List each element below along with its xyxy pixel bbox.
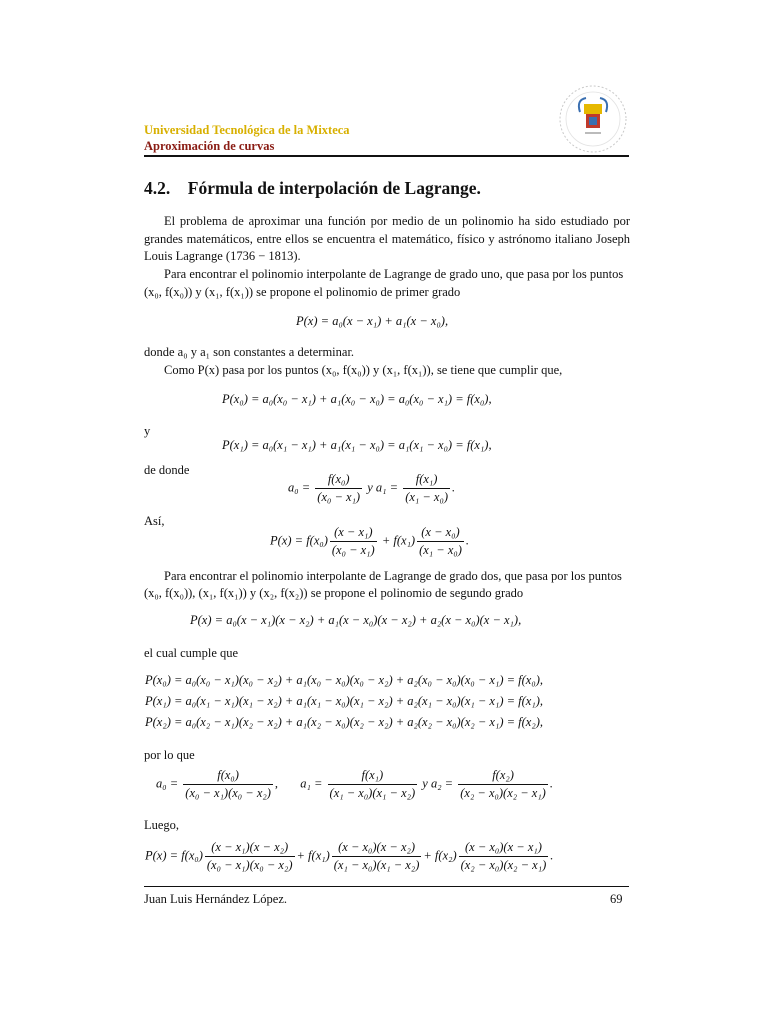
equation-system-row-1: P(x₁) = a₀(x₁ − x₁)(x₁ − x₂) + a₁(x₁ − x₀)(x₁ − x₂) + a₂(x₁ − x₀)(x₁ − x₁) = f(x₁), (145, 694, 543, 708)
paragraph-cumple: el cual cumple que (144, 646, 239, 660)
word-luego: Luego, (144, 818, 180, 832)
chapter-subject: Aproximación de curvas (144, 139, 275, 153)
fraction: $\frac{\text{f(x₂)}}{\text{(x₂ − x₀)(x₂ − x₁)}}$ (460, 768, 546, 800)
running-header (144, 122, 628, 154)
eq-a1-label: y a₁ = (367, 480, 399, 495)
word-por-lo-que: por lo que (144, 748, 195, 762)
paragraph-degree-two-a: Para encontrar el polinomio interpolante de Lagrange de grado dos, que pasa por los puntos (164, 569, 622, 583)
paragraph-degree-one-b: (x₀, f(x₀)) y (x₁, f(x₁)) se propone el polinomio de primer grado (144, 285, 461, 299)
footer-author: Juan Luis Hernández López. (144, 892, 287, 906)
footer-rule (144, 886, 629, 887)
fraction: $\frac{\text{(x − x₀)}}{\text{(x₁ − x₀)}}$ (419, 525, 462, 557)
fraction: $\frac{\text{(x − x₀)(x − x₂)}}{\text{(x₁ − x₀)(x₁ − x₂)}}$ (333, 840, 420, 872)
word-de-donde: de donde (144, 463, 190, 477)
equation-system-row-0: P(x₀) = a₀(x₀ − x₁)(x₀ − x₂) + a₁(x₀ − x₀)(x₀ − x₂) + a₂(x₀ − x₀)(x₀ − x₁) = f(x₀), (145, 673, 543, 687)
fraction: $\frac{\text{(x − x₁)}}{\text{(x₀ − x₁)}}$ (331, 525, 375, 557)
equation-lagrange-quadratic: P(x) = f(x₀) $\frac{\text{(x − x₁)(x − x₂)}}{\text{(x₀ − x₁)(x₀ − x₂)}}$ + f(x₁) $\frac{\text{(x − x₀)(x − x₂)}}{\text{(x₁ − x₀)(x₁ − x₂)}}$ + f(x₂) $\frac{\text{(x − x₀)(x − x₁)}}{\text{(x₂ − x₀)(x₂ − x₁)}}$ . (145, 840, 554, 872)
fraction: $\frac{\text{f(x₁)}}{\text{(x₁ − x₀)}}$ (405, 472, 448, 504)
paragraph-degree-one-a: Para encontrar el polinomio interpolante de Lagrange de grado uno, que pasa por los puntos (164, 267, 624, 281)
paragraph-passes-points: Como P(x) pasa por los puntos (x₀, f(x₀)) y (x₁, f(x₁)), se tiene que cumplir que, (164, 363, 563, 377)
equation-p-x1: P(x₁) = a₀(x₁ − x₁) + a₁(x₁ − x₀) = a₁(x₁ − x₀) = f(x₁), (222, 438, 492, 452)
page-number: 69 (610, 892, 623, 906)
header-rule (144, 155, 629, 157)
fraction: $\frac{\text{(x − x₁)(x − x₂)}}{\text{(x₀ − x₁)(x₀ − x₂)}}$ (206, 840, 293, 872)
word-asi: Así, (144, 514, 165, 528)
word-y: y (144, 424, 151, 438)
fraction: $\frac{\text{f(x₁)}}{\text{(x₁ − x₀)(x₁ − x₂)}}$ (329, 768, 416, 800)
equation-p2-form: P(x) = a₀(x − x₁)(x − x₂) + a₁(x − x₀)(x − x₂) + a₂(x − x₀)(x − x₁), (190, 613, 522, 627)
fraction: $\frac{\text{f(x₀)}}{\text{(x₀ − x₁)(x₀ − x₂)}}$ (185, 768, 271, 800)
fraction: $\frac{\text{(x − x₀)(x − x₁)}}{\text{(x₂ − x₀)(x₂ − x₁)}}$ (460, 840, 547, 872)
paragraph-intro: El problema de aproximar una función por medio de un polinomio ha sido estudiado por grandes matemáticos, entre ellos se encuentra el matemático, físico y astrónomo italiano Joseph Louis Lagrange (1736 − 1813). (144, 214, 630, 263)
fraction: $\frac{\text{f(x₀)}}{\text{(x₀ − x₁)}}$ (317, 472, 361, 504)
equation-system-row-2: P(x₂) = a₀(x₂ − x₁)(x₂ − x₂) + a₁(x₂ − x₀)(x₂ − x₂) + a₂(x₂ − x₀)(x₂ − x₁) = f(x₂), (145, 715, 543, 729)
paragraph-degree-two-b: (x₀, f(x₀)), (x₁, f(x₁)) y (x₂, f(x₂)) se propone el polinomio de segundo grado (144, 586, 524, 600)
university-name: Universidad Tecnológica de la Mixteca (144, 123, 350, 137)
section-title: 4.2. Fórmula de interpolación de Lagrange. (144, 178, 481, 198)
equation-coefficients-linear: a₀ = $\frac{\text{f(x₀)}}{\text{(x₀ − x₁)}}$ y a₁ = $\frac{\text{f(x₁)}}{\text{(x₁ − x₀)}}$ . (288, 472, 456, 504)
equation-p1-form: P(x) = a₀(x − x₁) + a₁(x − x₀), (296, 314, 449, 328)
equation-coefficients-quadratic: a₀ = $\frac{\text{f(x₀)}}{\text{(x₀ − x₁)(x₀ − x₂)}}$ , a₁ = $\frac{\text{f(x₁)}}{\text{(x₁ − x₀)(x₁ − x₂)}}$ y a₂ = $\frac{\text{f(x₂)}}{\text{(x₂ − x₀)(x₂ − x₁)}}$ . (156, 768, 553, 800)
equation-p-x0: P(x₀) = a₀(x₀ − x₁) + a₁(x₀ − x₀) = a₀(x₀ − x₁) = f(x₀), (222, 392, 492, 406)
equation-lagrange-linear: P(x) = f(x₀) $\frac{\text{(x − x₁)}}{\text{(x₀ − x₁)}}$ + f(x₁) $\frac{\text{(x − x₀)}}{\text{(x₁ − x₀)}}$ . (270, 525, 470, 557)
paragraph-constants: donde a₀ y a₁ son constantes a determinar. (144, 345, 355, 359)
eq-a0-label: a₀ = (288, 480, 311, 495)
